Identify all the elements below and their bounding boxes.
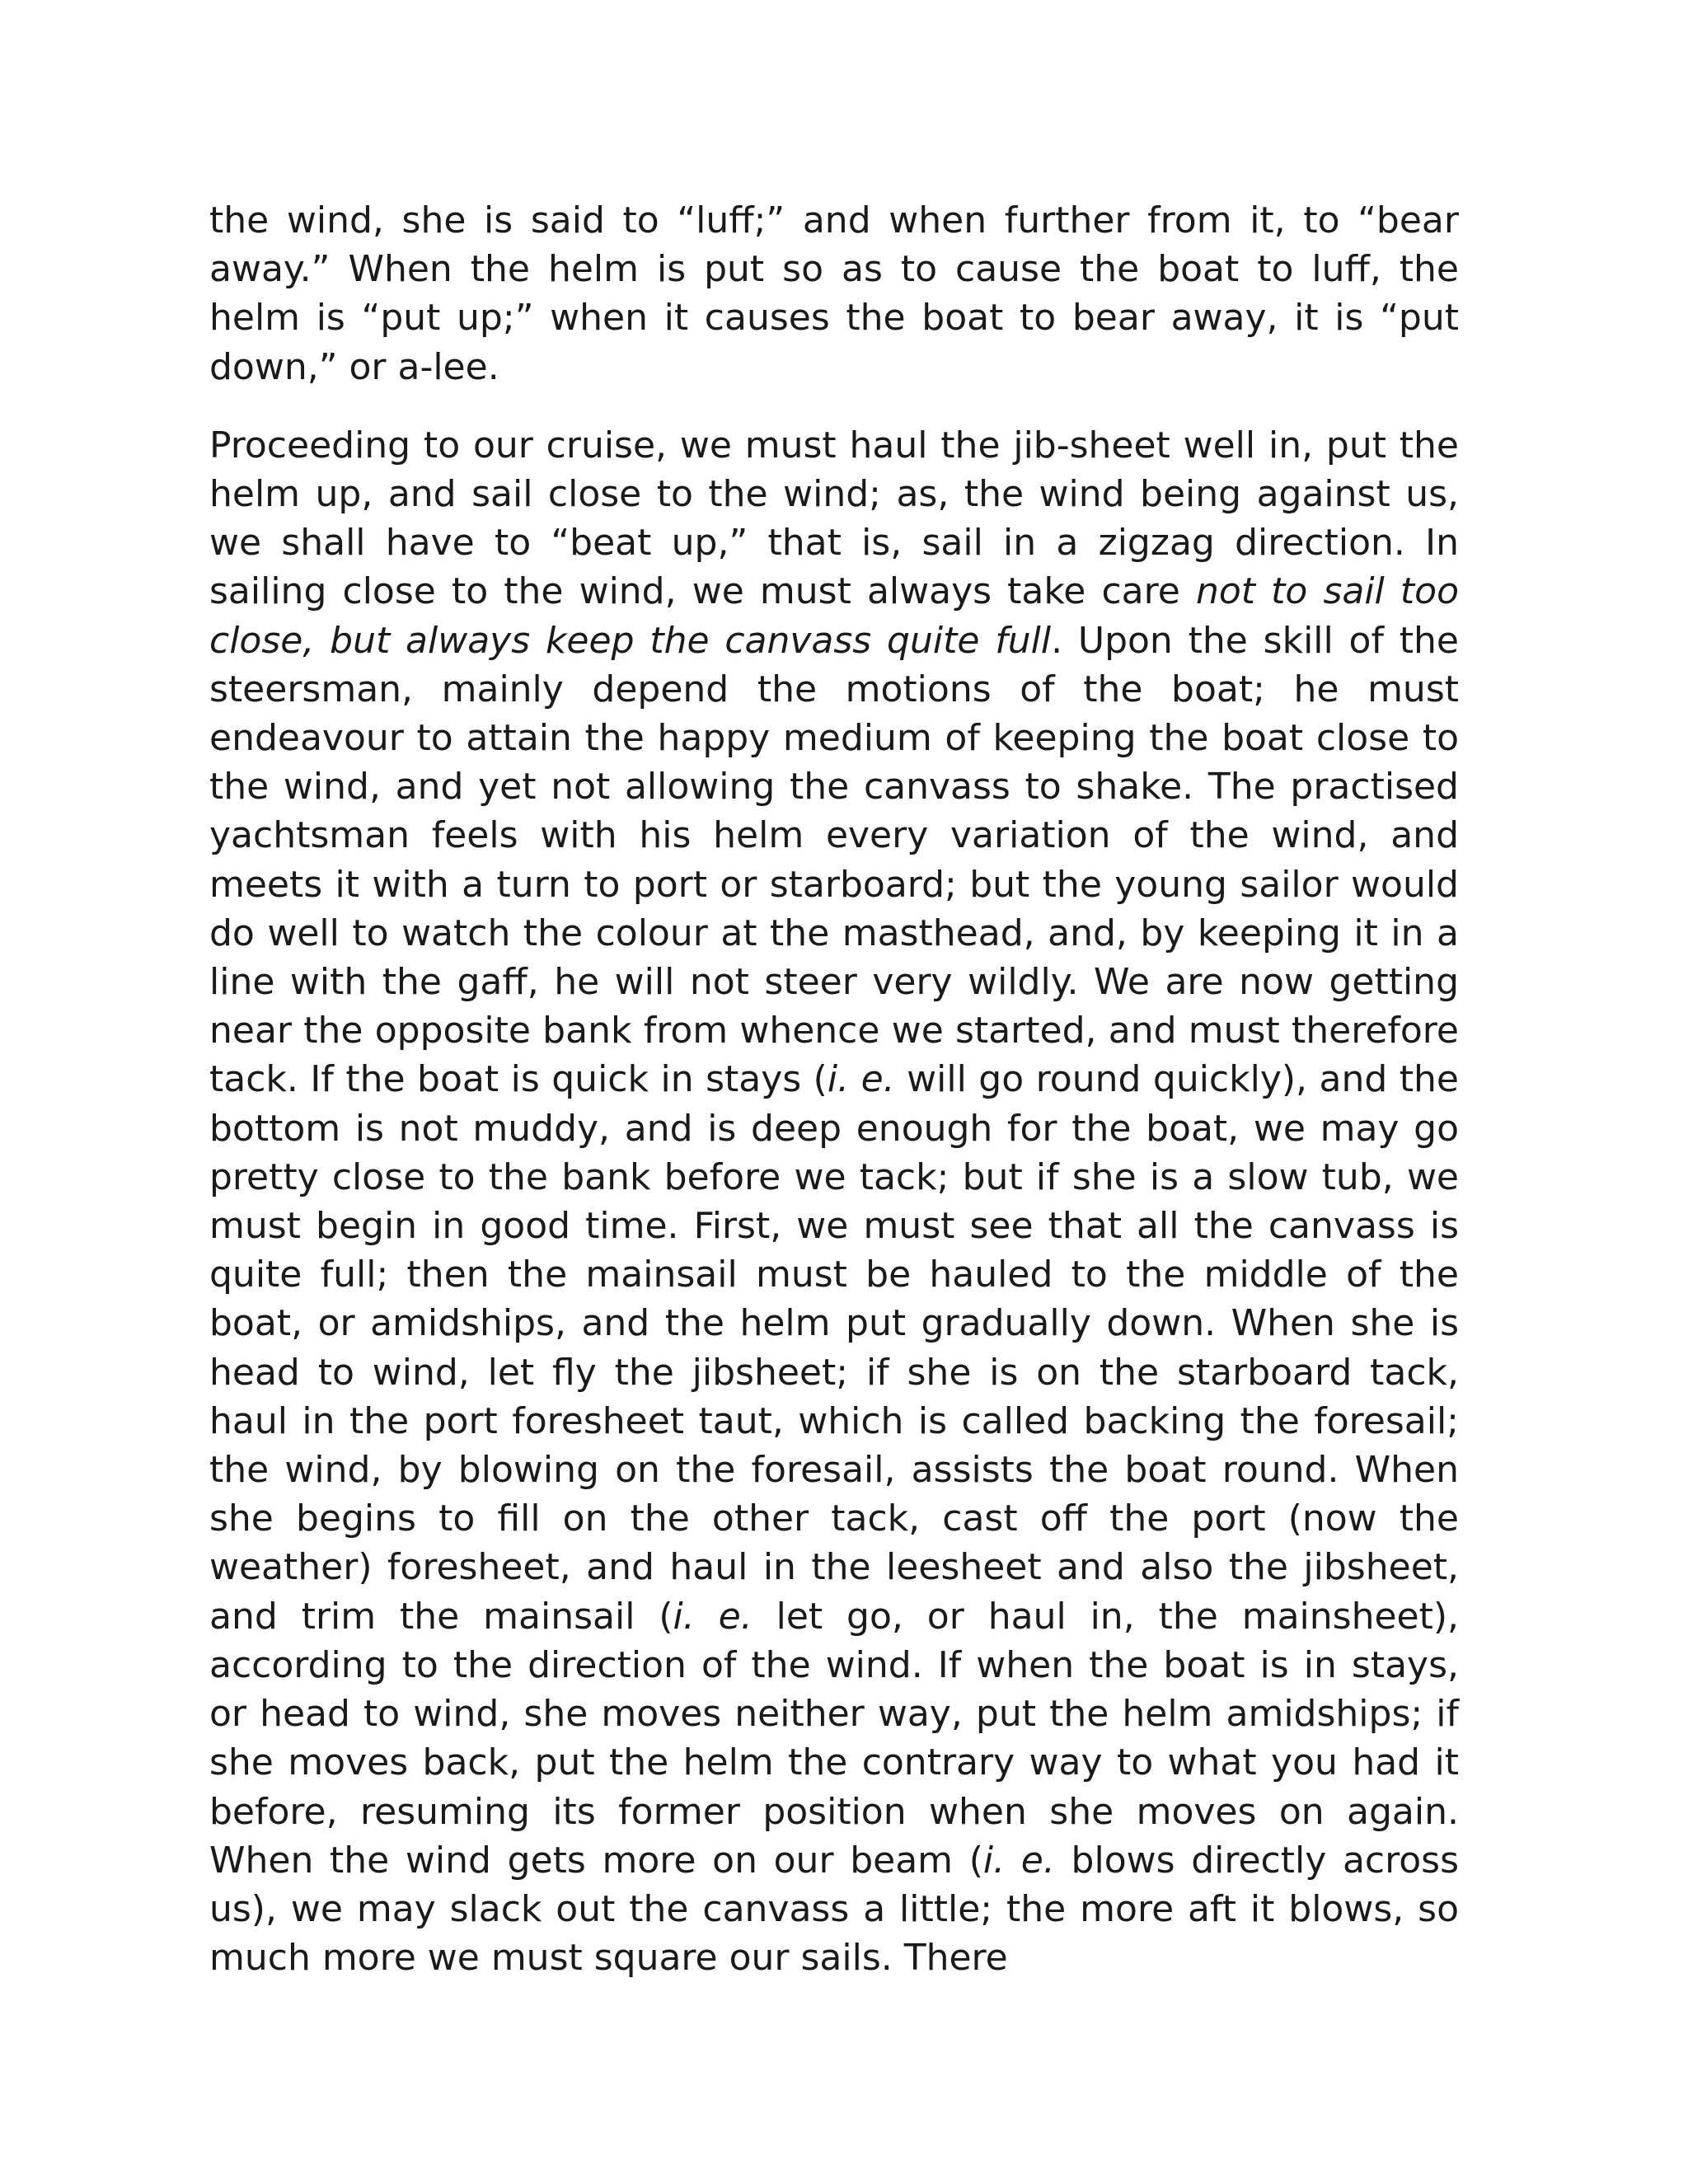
italic-phrase-canvass-full: not to sail too close, but always keep the canvass quite full: [209, 570, 1459, 662]
paragraph-2-segment-5: blows directly across us), we may slack out the canvass a little; the more aft it blows, so much more we must square our sails. There: [209, 1839, 1459, 1980]
italic-ie-2: i. e.: [673, 1595, 753, 1638]
paragraph-1: [209, 196, 1459, 391]
paragraph-2: [209, 421, 1459, 1983]
italic-ie-1: i. e.: [827, 1058, 895, 1101]
paragraph-2-segment-1: Proceeding to our cruise, we must haul the jib-sheet well in, put the helm up, and sail close to the wind; as, the wind being against us, we shall have to “beat up,” that is, sail in a zigzag direction. In sailing close to the wind, we must always take care: [209, 424, 1459, 613]
paragraph-1-text: the wind, she is said to “luff;” and when further from it, to “bear away.” When the helm is put so as to cause the boat to luff, the helm is “put up;” when it causes the boat to bear away, it is “put down,” or a-lee.: [209, 199, 1459, 388]
paragraph-2-segment-2: . Upon the skill of the steersman, mainly depend the motions of the boat; he must endeavour to attain the happy medium of keeping the boat close to the wind, and yet not allowing the canvass to shake. The practised yachtsman feels with his helm every variation of the wind, and meets it with a turn to port or starboard; but the young sailor would do well to watch the colour at the masthead, and, by keeping it in a line with the gaff, he will not steer very wildly. We are now getting near the opposite bank from whence we started, and must therefore tack. If the boat is quick in stays (: [209, 619, 1459, 1101]
body-text: [209, 196, 1459, 1982]
italic-ie-3: i. e.: [982, 1839, 1055, 1882]
paragraph-2-segment-4: let go, or haul in, the mainsheet), according to the direction of the wind. If when the boat is in stays, or head to wind, she moves neither way, put the helm amidships; if she moves back, put the helm the contrary way to what you had it before, resuming its former position when she moves on again. When the wind gets more on our beam (: [209, 1595, 1459, 1882]
paragraph-2-segment-3: will go round quickly), and the bottom is not muddy, and is deep enough for the boat, we may go pretty close to the bank before we tack; but if she is a slow tub, we must begin in good time. First, we must see that all the canvass is quite full; then the mainsail must be hauled to the middle of the boat, or amidships, and the helm put gradually down. When she is head to wind, let fly the jibsheet; if she is on the starboard tack, haul in the port foresheet taut, which is called backing the foresail; the wind, by blowing on the foresail, assists the boat round. When she begins to fill on the other tack, cast off the port (now the weather) foresheet, and haul in the leesheet and also the jibsheet, and trim the mainsail (: [209, 1058, 1460, 1638]
